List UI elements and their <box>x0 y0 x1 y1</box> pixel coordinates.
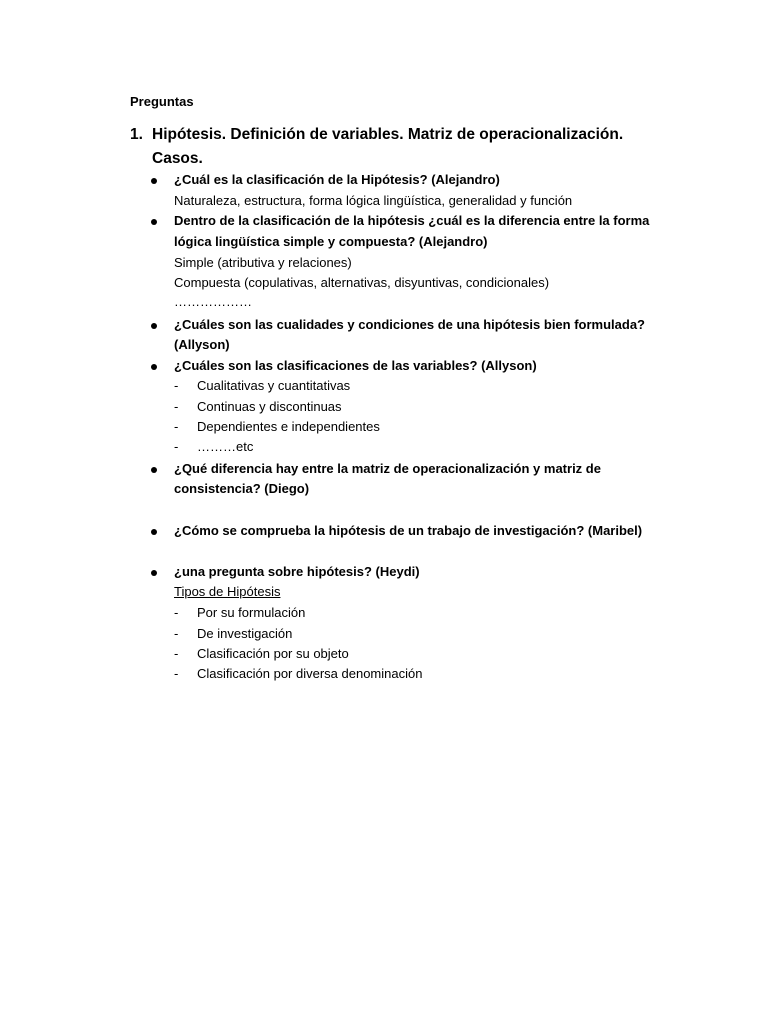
question-7-line-1: ¿una pregunta sobre hipótesis? (Heydi) <box>174 564 420 579</box>
question-5-line-2: consistencia? (Diego) <box>174 481 310 496</box>
question-5-line-1: ¿Qué diferencia hay entre la matriz de operacionalización y matriz de <box>174 461 601 476</box>
hypothesis-type-4: Clasificación por diversa denominación <box>197 666 423 681</box>
dash-icon: - <box>174 399 179 414</box>
bullet-icon <box>151 364 157 370</box>
variable-type-2: Continuas y discontinuas <box>197 399 342 414</box>
question-3-line-1: ¿Cuáles son las cualidades y condiciones de una hipótesis bien formulada? <box>174 317 646 332</box>
bullet-icon <box>151 570 157 576</box>
hypothesis-type-2: De investigación <box>197 626 293 641</box>
variable-type-4: ………etc <box>197 439 254 454</box>
question-2-line-2: lógica lingüística simple y compuesta? (Alejandro) <box>174 234 488 249</box>
dash-icon: - <box>174 419 179 434</box>
variable-type-3: Dependientes e independientes <box>197 419 380 434</box>
bullet-icon <box>151 178 157 184</box>
bullet-icon <box>151 529 157 535</box>
section-title: Hipótesis. Definición de variables. Matriz de operacionalización. Casos. <box>152 126 624 167</box>
bullet-icon <box>151 467 157 473</box>
section-number: 1. <box>130 126 143 143</box>
hypothesis-type-3: Clasificación por su objeto <box>197 646 349 661</box>
dash-icon: - <box>174 646 179 661</box>
hypothesis-type-1: Por su formulación <box>197 605 306 620</box>
dash-icon: - <box>174 439 179 454</box>
bullet-icon <box>151 219 157 225</box>
dash-icon: - <box>174 666 179 681</box>
page-heading: Preguntas <box>130 94 194 109</box>
dash-icon: - <box>174 626 179 641</box>
answer-2-line-3: ……………… <box>174 294 252 309</box>
question-4-line-1: ¿Cuáles son las clasificaciones de las variables? (Allyson) <box>174 358 537 373</box>
question-6-line-1: ¿Cómo se comprueba la hipótesis de un trabajo de investigación? (Maribel) <box>174 523 643 538</box>
answer-1-line-1: Naturaleza, estructura, forma lógica lingüística, generalidad y función <box>174 193 573 208</box>
dash-icon: - <box>174 605 179 620</box>
dash-icon: - <box>174 378 179 393</box>
question-2-line-1: Dentro de la clasificación de la hipótesis ¿cuál es la diferencia entre la forma <box>174 213 650 228</box>
question-3-line-2: (Allyson) <box>174 337 230 352</box>
bullet-icon <box>151 323 157 329</box>
answer-2-line-1: Simple (atributiva y relaciones) <box>174 255 352 270</box>
question-1-line-1: ¿Cuál es la clasificación de la Hipótesis? (Alejandro) <box>174 172 500 187</box>
variable-type-1: Cualitativas y cuantitativas <box>197 378 351 393</box>
answer-2-line-2: Compuesta (copulativas, alternativas, disyuntivas, condicionales) <box>174 275 550 290</box>
hypothesis-types-subheading: Tipos de Hipótesis <box>174 584 281 599</box>
